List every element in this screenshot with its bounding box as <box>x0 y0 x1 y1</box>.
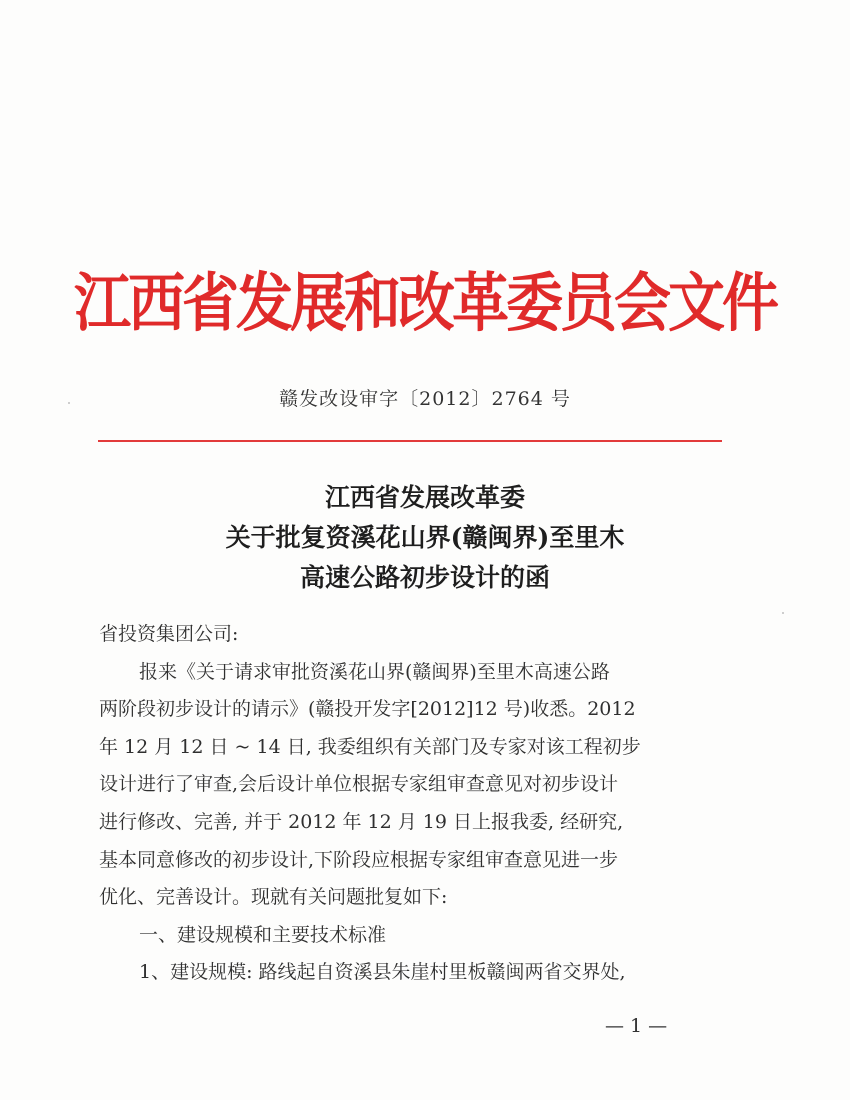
document-number: 赣发改设审字〔2012〕2764 号 <box>279 388 571 410</box>
subject-line-1: 江西省发展改革委 <box>324 483 525 512</box>
scan-speck <box>782 612 784 614</box>
subject-line-2: 关于批复资溪花山界(赣闽界)至里木 <box>225 523 625 552</box>
body-line: 进行修改、完善, 并于 2012 年 12 月 19 日上报我委, 经研究, <box>99 810 624 833</box>
body-line: 设计进行了审查,会后设计单位根据专家组审查意见对初步设计 <box>99 773 619 796</box>
scan-speck <box>68 402 70 404</box>
subject-line-3: 高速公路初步设计的函 <box>299 563 550 592</box>
section-heading: 一、建设规模和主要技术标准 <box>139 923 387 946</box>
body-line: 优化、完善设计。现就有关问题批复如下: <box>99 886 448 909</box>
document-body <box>99 616 739 992</box>
document-subject <box>0 478 850 598</box>
header-divider <box>98 440 722 442</box>
body-line: 报来《关于请求审批资溪花山界(赣闽界)至里木高速公路 <box>139 660 610 683</box>
body-line: 基本同意修改的初步设计,下阶段应根据专家组审查意见进一步 <box>99 848 619 871</box>
salutation: 省投资集团公司: <box>99 623 239 645</box>
page-number: — 1 — <box>605 1015 668 1037</box>
body-line: 年 12 月 12 日 ~ 14 日, 我委组织有关部门及专家对该工程初步 <box>99 735 641 758</box>
body-line: 两阶段初步设计的请示》(赣投开发字[2012]12 号)收悉。2012 <box>99 698 636 721</box>
document-header-title: 江西省发展和改革委员会文件 <box>74 265 776 341</box>
body-line: 1、建设规模: 路线起自资溪县朱崖村里板赣闽两省交界处, <box>139 961 626 984</box>
